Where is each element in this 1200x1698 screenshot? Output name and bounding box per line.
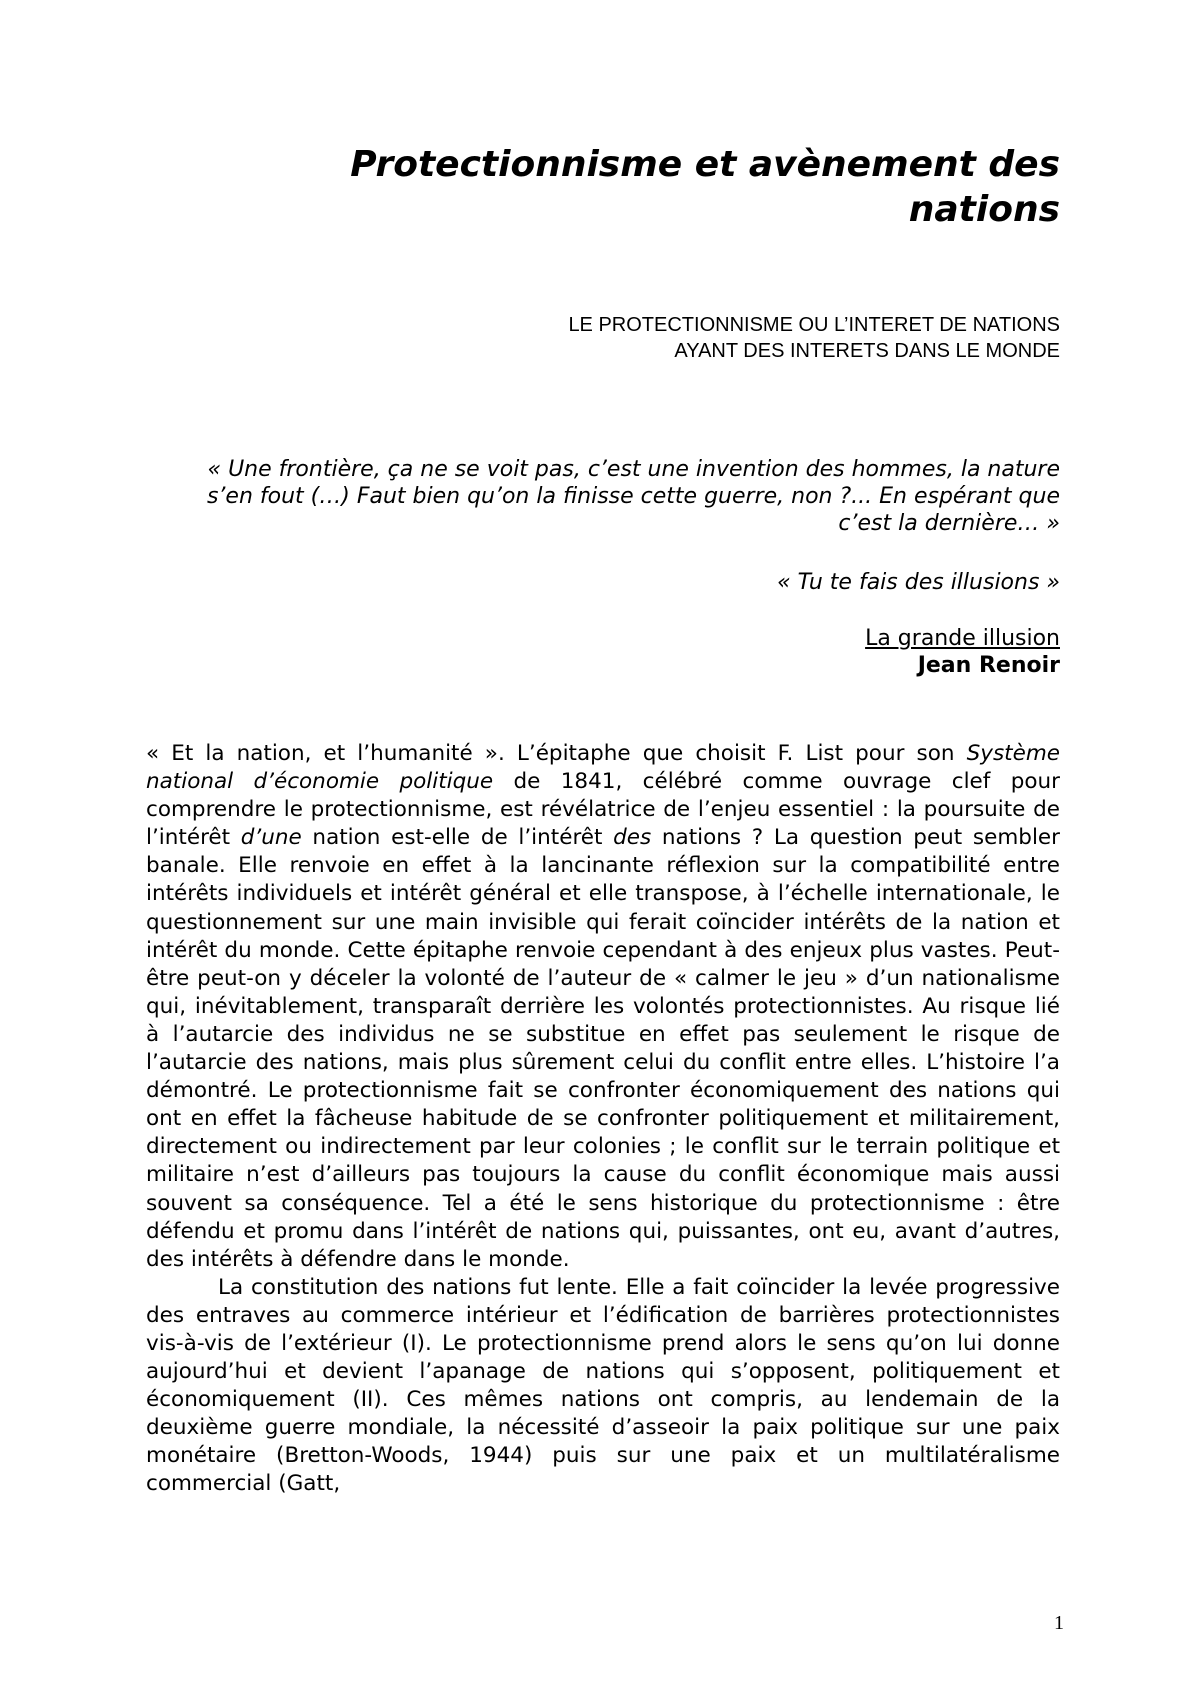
paragraph: La constitution des nations fut lente. Elle a fait coïncider la levée progressive des entraves au commerce intérieur et l’édification de barrières protectionnistes vis-à-vis de l’extérieur (I). Le protectionnisme prend alors le sens qu’on lui donne aujourd’hui et devient l’apanage de nations qui s’opposent, politiquement et économiquement (II). Ces mêmes nations ont compris, au lendemain de la deuxième guerre mondiale, la nécessité d’asseoir la paix politique sur une paix monétaire (Bretton-Woods, 1944) puis sur une paix et un multilatéralisme commercial (Gatt, xyxy=(146,1274,1060,1497)
emphasis: des xyxy=(613,825,652,851)
epigraph-source xyxy=(500,625,1060,679)
book-title: Système national d’économie politique xyxy=(146,741,1060,795)
body-text xyxy=(146,740,1060,1499)
text-run: nations ? La question peut sembler banale. Elle renvoie en effet à la lancinante réflexion sur la compatibilité entre intérêts individuels et intérêt général et elle transpose, à l’échelle internationale, le questionnement sur une main invisible qui ferait coïncider intérêts de la nation et intérêt du monde. Cette épitaphe renvoie cependant à des enjeux plus vastes. Peut-être peut-on y déceler la volonté de l’auteur de « calmer le jeu » d’un nationalisme qui, inévitablement, transparaît derrière les volontés protectionnistes. Au risque lié à l’autarcie des individus ne se substitue en effet pas seulement le risque de l’autarcie des nations, mais plus sûrement celui du conflit entre elles. L’histoire l’a démontré. Le protectionnisme fait se confronter économiquement des nations qui ont en effet la fâcheuse habitude de se confronter politiquement et militairement, directement ou indirectement par leur colonies ; le conflit sur le terrain politique et militaire n’est d’ailleurs pas toujours la cause du conflit économique mais aussi souvent sa conséquence. Tel a été le sens historique du protectionnisme : être défendu et promu dans l’intérêt de nations qui, puissantes, ont eu, avant d’autres, des intérêts à défendre dans le monde. xyxy=(146,825,1060,1272)
paragraph xyxy=(146,740,1060,1274)
text-run: « Et la nation, et l’humanité ». L’épitaphe que choisit F. List pour son xyxy=(146,741,967,766)
subtitle-line: LE PROTECTIONNISME OU L’INTERET DE NATIONS xyxy=(568,314,1060,336)
epigraph-reply: « Tu te fais des illusions » xyxy=(777,570,1060,595)
subtitle-line: AYANT DES INTERETS DANS LE MONDE xyxy=(674,340,1060,362)
text-run: nation est-elle de l’intérêt xyxy=(301,825,614,851)
film-title: La grande illusion xyxy=(865,626,1060,651)
document-subtitle xyxy=(300,312,1060,364)
text-run: de 1841, célébré comme ouvrage clef pour comprendre le protectionnisme, est révélatrice de l’enjeu essentiel : la poursuite de l’intérêt xyxy=(146,769,1060,851)
emphasis: d’une xyxy=(240,825,302,851)
epigraph-quote: « Une frontière, ça ne se voit pas, c’est une invention des hommes, la nature s’en fout (…) Faut bien qu’on la finisse cette guerre, non ?... En espérant que c’est la dernière… » xyxy=(206,457,1060,536)
author-name: Jean Renoir xyxy=(917,653,1060,678)
document-title: Protectionnisme et avènement des nations xyxy=(350,144,1060,230)
page-number: 1 xyxy=(1054,1612,1064,1634)
